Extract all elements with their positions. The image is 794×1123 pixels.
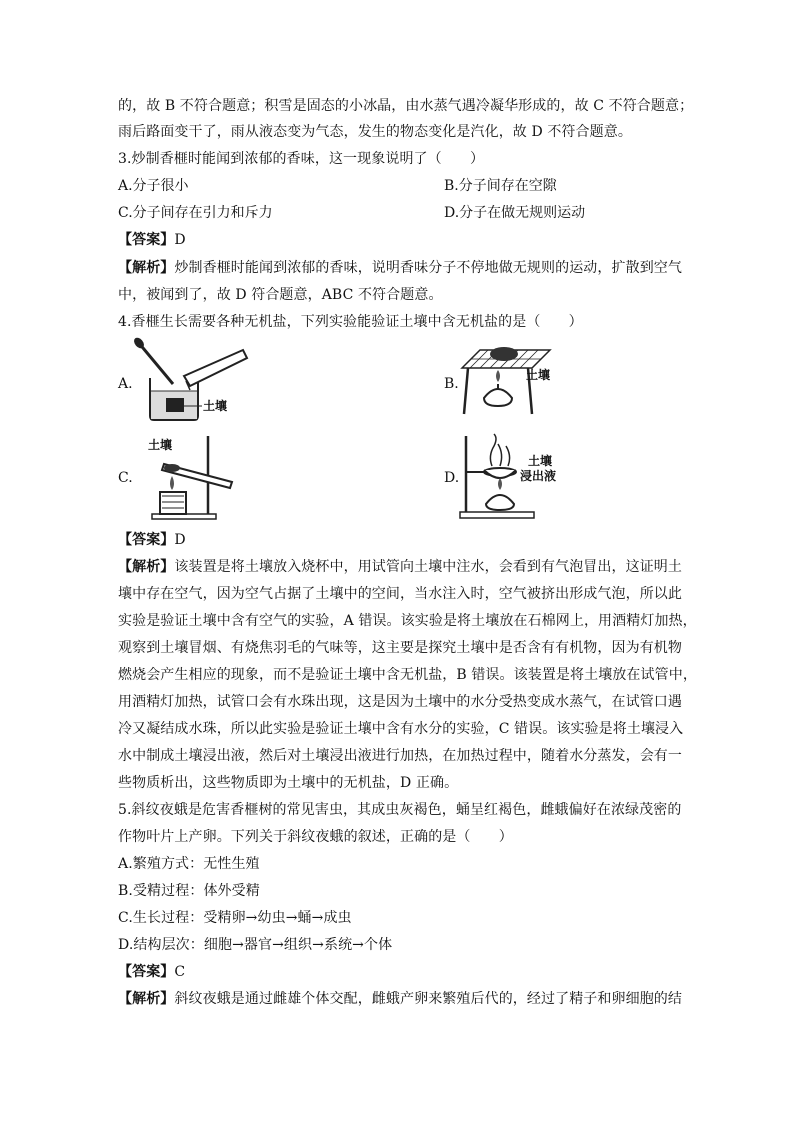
explanation-4 xyxy=(118,557,683,577)
answer-tag: 【答案】 xyxy=(118,532,175,548)
answer-5 xyxy=(118,962,678,982)
text-line: 中，被闻到了，故 D 符合题意，ABC 不符合题意。 xyxy=(118,287,443,303)
text-span: 炒制香榧时能闻到浓郁的香味，说明香味分子不停地做无规则的运动，扩散到空气 xyxy=(174,260,683,276)
figure-label-soil: 土壤 xyxy=(148,438,173,452)
answer-tag: 【答案】 xyxy=(118,964,175,980)
answer-4 xyxy=(118,530,678,550)
q3-option-d: D.分子在做无规则运动 xyxy=(444,205,586,221)
q5-option-a: A.繁殖方式：无性生殖 xyxy=(118,856,260,872)
q3-option-c: C.分子间存在引力和斥力 xyxy=(118,205,273,221)
text-line: 壤中存在空气，因为空气占据了土壤中的空间，当水注入时，空气被挤出形成气泡，所以此 xyxy=(118,586,682,602)
text-line: 水中制成土壤浸出液，然后对土壤浸出液进行加热，在加热过程中，随着水分蒸发，会有一 xyxy=(118,748,682,764)
text-line: 实验是验证土壤中含有空气的实验，A 错误。该实验是将土壤放在石棉网上，用酒精灯加热， xyxy=(118,613,697,629)
text-line: 燃烧会产生相应的现象，而不是验证土壤中含无机盐，B 错误。该装置是将土壤放在试管中， xyxy=(118,667,697,683)
q4-option-a-label: A. xyxy=(118,376,133,392)
text-span: 该装置是将土壤放入烧杯中，用试管向土壤中注水，会看到有气泡冒出，这证明土 xyxy=(174,559,683,575)
q4-option-b-label: B. xyxy=(444,376,459,392)
figure-label-extract: 浸出液 xyxy=(520,469,557,483)
q4-option-c-label: C. xyxy=(118,470,133,486)
figure-label-soil: 土壤 xyxy=(528,454,553,468)
question-4: 4.香榧生长需要各种无机盐，下列实验能验证土壤中含无机盐的是（ ） xyxy=(118,314,583,330)
explanation-5 xyxy=(118,989,683,1009)
explanation-tag: 【解析】 xyxy=(118,260,175,276)
q3-option-b: B.分子间存在空隙 xyxy=(444,178,557,194)
beaker-soil-figure xyxy=(128,336,258,424)
answer-tag: 【答案】 xyxy=(118,232,175,248)
answer-value: D xyxy=(174,532,186,548)
figure-label-soil: 土壤 xyxy=(526,368,551,382)
answer-value: C xyxy=(174,964,186,980)
text-span: 斜纹夜蛾是通过雌雄个体交配，雌蛾产卵来繁殖后代的，经过了精子和卵细胞的结 xyxy=(174,991,683,1007)
text-line: 观察到土壤冒烟、有烧焦羽毛的气味等，这主要是探究土壤中是否含有有机物，因为有机物 xyxy=(118,640,682,656)
q3-option-a: A.分子很小 xyxy=(118,178,189,194)
q5-option-c: C.生长过程：受精卵→幼虫→蛹→成虫 xyxy=(118,910,352,926)
question-3: 3.炒制香榧时能闻到浓郁的香味，这一现象说明了（ ） xyxy=(118,151,485,167)
text-line: 作物叶片上产卵。下列关于斜纹夜蛾的叙述，正确的是（ ） xyxy=(118,829,513,845)
explanation-3 xyxy=(118,258,683,278)
figure-label-soil: 土壤 xyxy=(203,399,228,413)
text-line: 的，故 B 不符合题意；积雪是固态的小冰晶，由水蒸气遇冷凝华形成的，故 C 不符合题意； xyxy=(118,98,694,114)
explanation-tag: 【解析】 xyxy=(118,991,175,1007)
text-line: 用酒精灯加热，试管口会有水珠出现，这是因为土壤中的水分受热变成水蒸气，在试管口遇 xyxy=(118,694,682,710)
explanation-tag: 【解析】 xyxy=(118,559,175,575)
question-5: 5.斜纹夜蛾是危害香榧树的常见害虫，其成虫灰褐色，蛹呈红褐色，雌蛾偏好在浓绿茂密的 xyxy=(118,802,682,818)
answer-3 xyxy=(118,230,678,250)
text-line: 冷又凝结成水珠，所以此实验是验证土壤中含有水分的实验，C 错误。该实验是将土壤浸入 xyxy=(118,721,684,737)
q4-option-d-label: D. xyxy=(444,470,460,486)
text-line: 些物质析出，这些物质即为土壤中的无机盐，D 正确。 xyxy=(118,775,459,791)
answer-value: D xyxy=(174,232,186,248)
q5-option-b: B.受精过程：体外受精 xyxy=(118,883,260,899)
text-line: 雨后路面变干了，雨从液态变为气态，发生的物态变化是汽化，故 D 不符合题意。 xyxy=(118,124,632,140)
q5-option-d: D.结构层次：细胞→器官→组织→系统→个体 xyxy=(118,937,393,953)
